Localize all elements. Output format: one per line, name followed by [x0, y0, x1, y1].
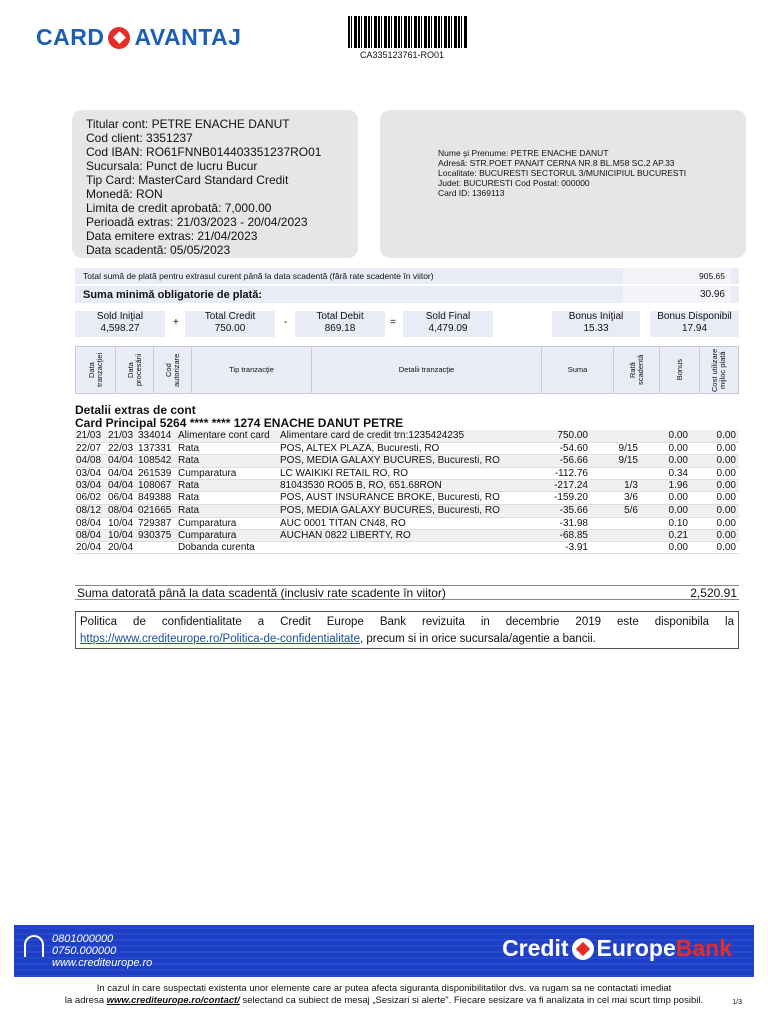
bonus-cell: 0.34	[668, 468, 688, 479]
total-credit-value: 750.00	[214, 323, 246, 334]
transaction-date-cell: 03/04	[76, 480, 102, 491]
document-code: CA335123761-RO01	[360, 50, 445, 60]
footer-text-a: la adresa	[64, 995, 107, 1006]
transaction-type-cell: Rata	[178, 492, 200, 503]
total-payment-label: Total sumă de plată pentru extrasul curent până la data scadentă (fără rate scadente în viitor)	[83, 271, 434, 281]
transaction-type-cell: Rata	[178, 455, 200, 466]
logo-diamond-icon	[108, 27, 130, 49]
table-row	[75, 468, 739, 480]
initial-bonus-value: 15.33	[583, 323, 609, 334]
total-payment-value: 905.65	[623, 268, 731, 284]
total-due-value: 2,520.91	[690, 586, 737, 600]
minimum-payment-label: Suma minimă obligatorie de plată:	[83, 288, 263, 301]
processing-date-cell: 04/04	[108, 468, 134, 479]
statement-period: Perioadă extras: 21/03/2023 - 20/04/2023	[86, 215, 308, 229]
transaction-details-cell: 81043530 RO05 B, RO, 651.68RON	[280, 480, 442, 491]
available-bonus	[650, 311, 739, 337]
credit-europe-banner	[14, 925, 754, 977]
initial-balance	[75, 311, 165, 337]
table-row	[75, 505, 739, 518]
transaction-type-cell: Cumparatura	[178, 518, 237, 529]
privacy-policy-notice	[75, 611, 739, 649]
table-row	[75, 518, 739, 530]
usage-cost-cell: 0.00	[716, 505, 736, 516]
transaction-date-cell: 04/08	[76, 455, 102, 466]
account-info-box	[72, 110, 358, 258]
table-row	[75, 430, 739, 443]
credit-europe-logo	[502, 935, 732, 962]
footer-text-b: selectand ca subiect de mesaj „Sesizari si alerte". Fiecare sesizare va fi analizata in cel mai scurt timp posibil.	[239, 995, 704, 1006]
transaction-date-cell: 08/04	[76, 530, 102, 541]
footer-notice	[20, 983, 748, 1007]
auth-code-cell: 930375	[138, 530, 172, 541]
auth-code-cell: 021665	[138, 505, 172, 516]
transactions-table	[75, 430, 739, 554]
transaction-details-cell: POS, ALTEX PLAZA, Bucuresti, RO	[280, 443, 440, 454]
processing-date-cell: 08/04	[108, 505, 134, 516]
table-row	[75, 542, 739, 554]
card-avantaj-logo	[36, 24, 241, 51]
total-credit	[185, 311, 275, 337]
transaction-details-cell: LC WAIKIKI RETAIL RO, RO	[280, 468, 408, 479]
auth-code-cell	[137, 542, 177, 553]
auth-code-cell: 729387	[138, 518, 172, 529]
transaction-type-cell: Rata	[178, 505, 200, 516]
iban: Cod IBAN: RO61FNNB014403351237RO01	[86, 145, 322, 159]
installment-cell	[589, 518, 639, 529]
branch: Sucursala: Punct de lucru Bucur	[86, 159, 258, 173]
usage-cost-cell: 0.00	[716, 430, 736, 441]
locality: Localitate: BUCURESTI SECTORUL 3/MUNICIPIUL BUCURESTI	[438, 168, 687, 178]
transaction-type-cell: Cumparatura	[178, 468, 237, 479]
total-debit	[295, 311, 385, 337]
initial-bonus-label: Bonus Iniţial	[568, 311, 624, 322]
brand-bank: Bank	[675, 935, 732, 961]
processing-date-cell: 10/04	[108, 530, 134, 541]
bonus-cell: 0.00	[668, 443, 688, 454]
minimum-payment-value: 30.96	[623, 286, 731, 303]
usage-cost-cell: 0.00	[716, 455, 736, 466]
transaction-details-cell: POS, AUST INSURANCE BROKE, Bucuresti, RO	[280, 492, 500, 503]
processing-date-cell: 04/04	[108, 480, 134, 491]
amount-cell: -3.91	[565, 542, 588, 553]
amount-cell: -31.98	[559, 518, 588, 529]
card-id: Card ID: 1369113	[438, 188, 505, 198]
amount-cell: -159.20	[554, 492, 588, 503]
amount-cell: -68.85	[559, 530, 588, 541]
total-due-row	[75, 585, 739, 600]
transaction-details-cell: Alimentare card de credit trn:1235424235	[280, 430, 465, 441]
contact-block	[52, 933, 152, 969]
processing-date-cell: 21/03	[108, 430, 134, 441]
transaction-type-cell: Cumparatura	[178, 530, 237, 541]
website: www.crediteurope.ro	[52, 957, 153, 969]
bonus-cell: 0.00	[668, 492, 688, 503]
transaction-details-cell: AUCHAN 0822 LIBERTY, RO	[280, 530, 411, 541]
table-row	[75, 492, 739, 505]
policy-text-after: , precum si in orice sucursala/agentie a bancii.	[359, 633, 596, 645]
transaction-date-cell: 21/03	[76, 430, 102, 441]
installment-cell: 1/3	[624, 480, 638, 491]
col-processing-date: Data procesării	[125, 353, 143, 387]
processing-date-cell: 06/04	[108, 492, 134, 503]
auth-code-cell: 137331	[138, 443, 172, 454]
card-type: Tip Card: MasterCard Standard Credit	[86, 173, 289, 187]
contact-link[interactable]: www.crediteurope.ro/contact/	[106, 995, 240, 1006]
initial-balance-label: Sold Iniţial	[96, 311, 144, 322]
logo-text-avantaj: AVANTAJ	[134, 24, 242, 50]
installment-cell: 5/6	[624, 505, 638, 516]
bonus-cell: 0.21	[668, 530, 688, 541]
amount-cell: -112.76	[554, 468, 588, 479]
installment-cell: 3/6	[624, 492, 638, 503]
transaction-type-cell: Rata	[178, 480, 200, 491]
address-box	[380, 110, 746, 258]
usage-cost-cell: 0.00	[716, 468, 736, 479]
plus-sign: +	[173, 317, 179, 328]
brand-credit: Credit	[502, 935, 569, 961]
due-date: Data scadentă: 05/05/2023	[86, 243, 231, 257]
installment-cell	[589, 542, 639, 553]
usage-cost-cell: 0.00	[716, 443, 736, 454]
installment-cell: 9/15	[618, 443, 638, 454]
col-installment: Rată scadentă	[627, 354, 645, 386]
usage-cost-cell: 0.00	[716, 492, 736, 503]
usage-cost-cell: 0.00	[716, 542, 736, 553]
available-bonus-label: Bonus Disponibil	[657, 311, 732, 322]
policy-text-before: Politica de confidentialitate a Credit Europe Bank revizuita in decembrie 2019 este disponibila la	[80, 616, 734, 628]
total-debit-value: 869.18	[324, 323, 356, 334]
minimum-payment-row	[75, 286, 739, 303]
account-holder: Titular cont: PETRE ENACHE DANUT	[86, 117, 290, 131]
policy-link[interactable]: https://www.crediteurope.ro/Politica-de-confidentialitate	[80, 633, 360, 645]
transaction-date-cell: 08/12	[76, 505, 102, 516]
auth-code-cell: 108067	[138, 480, 172, 491]
total-debit-label: Total Debit	[316, 311, 364, 322]
auth-code-cell: 108542	[138, 455, 172, 466]
transaction-details-cell: POS, MEDIA GALAXY BUCURES, Bucuresti, RO	[280, 505, 500, 516]
col-transaction-type: Tip tranzacţie	[192, 347, 312, 393]
transaction-date-cell: 08/04	[76, 518, 102, 529]
installment-cell	[589, 530, 639, 541]
total-due-label: Suma datorată până la data scadentă (inclusiv rate scadente în viitor)	[77, 586, 446, 600]
transaction-details-cell: POS, MEDIA GALAXY BUCURES, Bucuresti, RO	[280, 455, 500, 466]
logo-text-card: CARD	[36, 24, 105, 50]
installment-cell: 9/15	[618, 455, 638, 466]
processing-date-cell: 20/04	[108, 542, 134, 553]
usage-cost-cell: 0.00	[716, 530, 736, 541]
col-amount: Suma	[542, 347, 614, 393]
final-balance-label: Sold Final	[425, 311, 471, 322]
minus-sign: -	[284, 317, 288, 328]
table-row	[75, 530, 739, 542]
transaction-details-cell	[279, 542, 511, 553]
col-usage-cost: Cost utilizare mijloc plată	[710, 348, 727, 392]
phone-2: 0750.000000	[52, 945, 117, 957]
processing-date-cell: 22/03	[108, 443, 134, 454]
bonus-cell: 0.00	[668, 455, 688, 466]
bonus-cell: 0.10	[668, 518, 688, 529]
col-transaction-date: Data tranzacţiei	[86, 352, 104, 388]
transaction-type-cell: Rata	[178, 443, 200, 454]
auth-code-cell: 334014	[138, 430, 172, 441]
bonus-cell: 0.00	[668, 430, 688, 441]
transactions-table-header	[75, 346, 739, 394]
final-balance-value: 4,479.09	[428, 323, 468, 334]
brand-europe: Europe	[596, 935, 676, 961]
currency: Monedă: RON	[86, 187, 163, 201]
col-bonus: Bonus	[674, 359, 684, 381]
footer-line-2	[20, 995, 748, 1007]
amount-cell: -217.24	[554, 480, 588, 491]
processing-date-cell: 04/04	[108, 455, 134, 466]
final-balance	[403, 311, 493, 337]
installment-cell	[589, 468, 639, 479]
transaction-type-cell: Dobanda curenta	[178, 542, 255, 553]
usage-cost-cell: 0.00	[716, 518, 736, 529]
page-number: 1/3	[732, 999, 742, 1006]
amount-cell: -54.60	[559, 443, 588, 454]
auth-code-cell: 849388	[138, 492, 172, 503]
client-code: Cod client: 3351237	[86, 131, 193, 145]
county: Judet: BUCURESTI Cod Postal: 000000	[438, 178, 590, 188]
total-payment-row	[75, 268, 739, 284]
equals-sign: =	[390, 317, 396, 328]
transaction-date-cell: 20/04	[76, 542, 102, 553]
holder-name: Nume şi Prenume: PETRE ENACHE DANUT	[438, 148, 609, 158]
brand-diamond-icon	[572, 938, 594, 960]
amount-cell: -35.66	[559, 505, 588, 516]
col-auth-code: Cod autorizare	[163, 353, 181, 387]
credit-limit: Limita de credit aprobată: 7,000.00	[86, 201, 272, 215]
bonus-cell: 0.00	[668, 505, 688, 516]
processing-date-cell: 10/04	[108, 518, 134, 529]
transaction-date-cell: 03/04	[76, 468, 102, 479]
auth-code-cell: 261539	[138, 468, 172, 479]
transaction-details-cell: AUC 0001 TITAN CN48, RO	[280, 518, 406, 529]
initial-bonus	[552, 311, 640, 337]
initial-balance-value: 4,598.27	[100, 323, 140, 334]
headset-icon	[24, 935, 44, 957]
total-credit-label: Total Credit	[204, 311, 256, 322]
available-bonus-value: 17.94	[681, 323, 708, 334]
transaction-date-cell: 06/02	[76, 492, 102, 503]
bonus-cell: 1.96	[668, 480, 688, 491]
transaction-date-cell: 22/07	[76, 443, 102, 454]
footer-line-1: In cazul in care suspectati existenta unor elemente care ar putea afecta siguranta disponibilitatilor dvs. va rugam sa ne contactati imediat	[96, 983, 672, 994]
barcode-image	[348, 16, 468, 48]
bonus-cell: 0.00	[668, 542, 688, 553]
table-row	[75, 480, 739, 492]
usage-cost-cell: 0.00	[716, 480, 736, 491]
col-transaction-details: Detalii tranzacţie	[312, 347, 542, 393]
table-row	[75, 455, 739, 468]
amount-cell: -56.66	[559, 455, 588, 466]
issue-date: Data emitere extras: 21/04/2023	[86, 229, 258, 243]
phone-1: 0801000000	[52, 933, 114, 945]
details-title: Detalii extras de cont	[75, 403, 196, 417]
card-principal-line: Card Principal 5264 **** **** 1274 ENACHE DANUT PETRE	[75, 416, 404, 430]
transaction-type-cell: Alimentare cont card	[178, 430, 270, 441]
street-address: Adresă: STR.POET PANAIT CERNA NR.8 BL.M58 SC.2 AP.33	[438, 158, 675, 168]
table-row	[75, 443, 739, 455]
amount-cell: 750.00	[557, 430, 588, 441]
